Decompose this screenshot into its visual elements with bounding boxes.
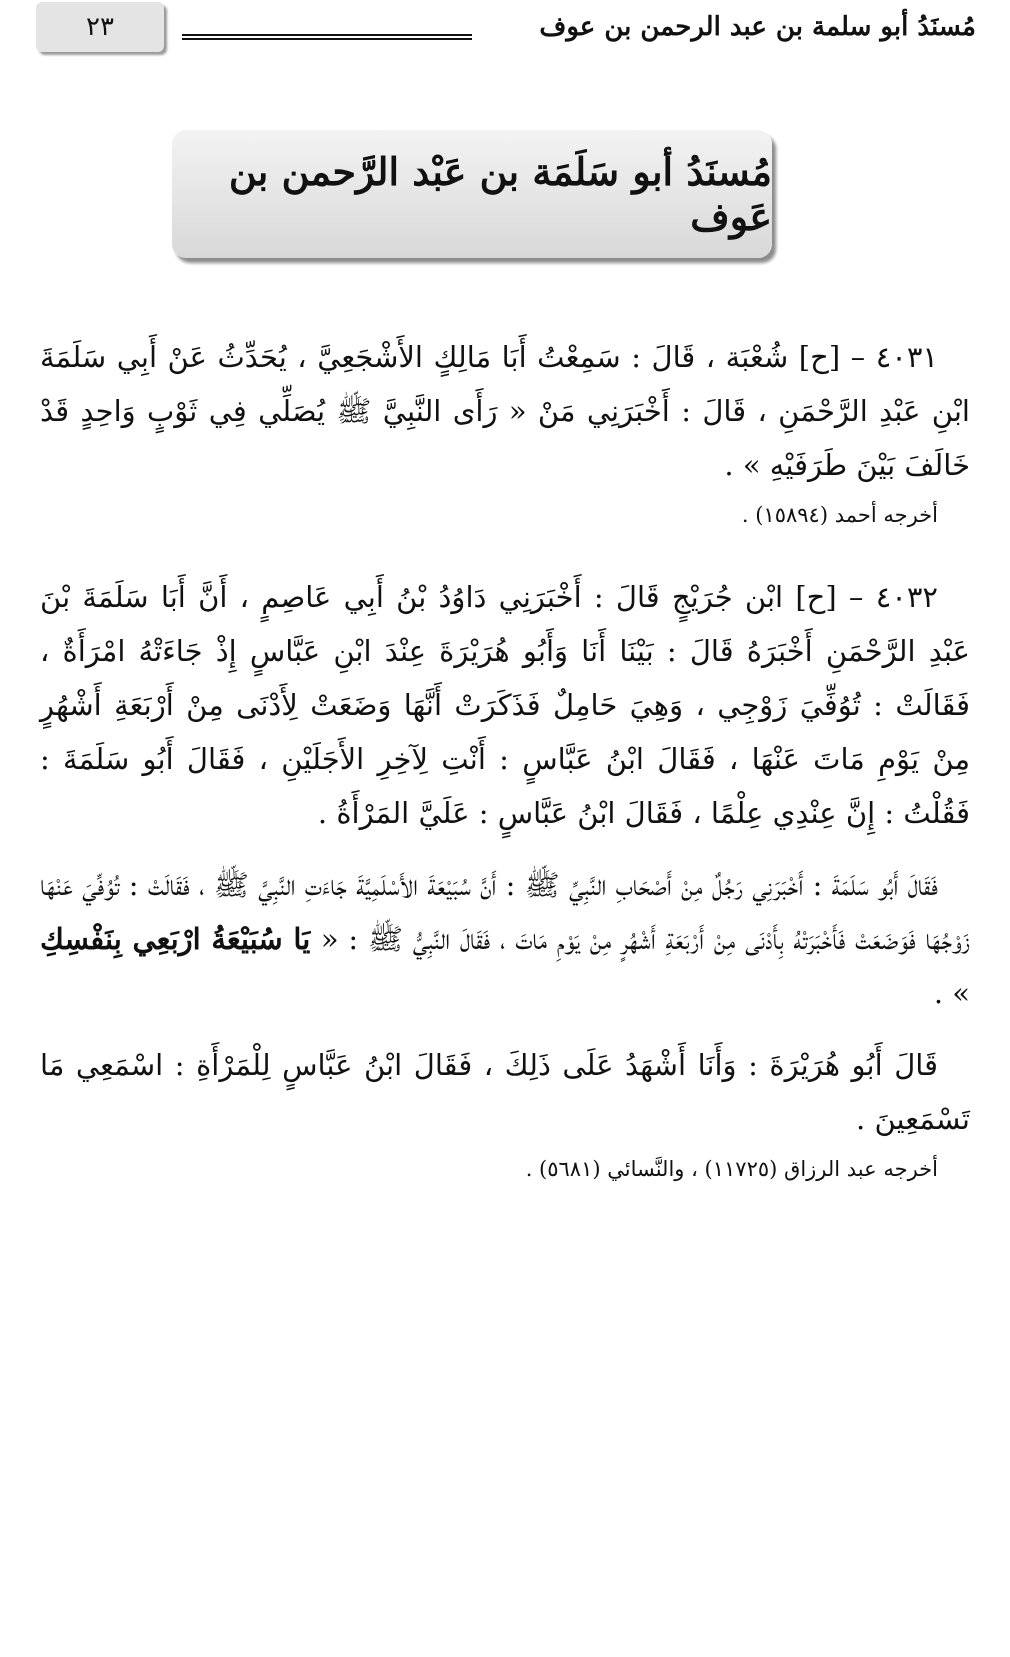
chapter-title-box <box>172 130 772 258</box>
header-double-rule <box>182 34 472 40</box>
running-header <box>36 0 976 64</box>
running-title: مُسنَدُ أبو سلمة بن عبد الرحمن بن عوف <box>539 12 976 42</box>
hadith-4031-text: ٤٠٣١ – [ح] شُعْبَة ، قَالَ : سَمِعْتُ أَبَا مَالِكٍ الأَشْجَعِيَّ ، يُحَدِّثُ عَنْ أَبِي سَلَمَةَ ابْنِ عَبْدِ الرَّحْمَنِ ، قَالَ : أَخْبَرَنِي مَنْ « رَأَى النَّبِيَّ ﷺ يُصَلِّي فِي ثَوْبٍ وَاحِدٍ قَدْ خَالَفَ بَيْنَ طَرَفَيْهِ » . <box>40 340 970 482</box>
hadith-4032-paragraph-3: قَالَ أَبُو هُرَيْرَةَ : وَأَنَا أَشْهَدُ عَلَى ذَلِكَ ، فَقَالَ ابْنُ عَبَّاسٍ لِلْمَرْأَةِ : اسْمَعِي مَا تَسْمَعِينَ . <box>40 1048 970 1136</box>
prophet-quote: يَا سُبَيْعَةُ ارْبَعِي بِنَفْسِكِ <box>40 922 321 956</box>
page-number: ٢٣ <box>36 2 164 52</box>
chapter-title: مُسنَدُ أبو سَلَمَة بن عَبْد الرَّحمن بن عَوف <box>228 149 772 239</box>
spacer <box>40 530 970 570</box>
hadith-4031-footnote: أخرجه أحمد (١٥٨٩٤) . <box>741 503 938 527</box>
hadith-4032-text: ٤٠٣٢ – [ح] ابْن جُرَيْجٍ قَالَ : أَخْبَرَنِي دَاوُدُ بْنُ أَبِي عَاصِمٍ ، أَنَّ أَبَا سَلَمَةَ بْنَ عَبْدِ الرَّحْمَنِ أَخْبَرَهُ قَالَ : بَيْنَا أَنَا وَأَبُو هُرَيْرَةَ عِنْدَ ابْنِ عَبَّاسٍ إِذْ جَاءَتْهُ امْرَأَةٌ ، فَقَالَتْ : تُوُفِّيَ زَوْجِي ، وَهِيَ حَامِلٌ فَذَكَرَتْ أَنَّهَا وَضَعَتْ لِأَدْنَى مِنْ أَرْبَعَةِ أَشْهُرٍ مِنْ يَوْمِ مَاتَ عَنْهَا ، فَقَالَ ابْنُ عَبَّاسٍ : أَنْتِ لِآخِرِ الأَجَلَيْنِ ، فَقَالَ أَبُو سَلَمَةَ : فَقُلْتُ : إِنَّ عِنْدِي عِلْمًا ، فَقَالَ ابْنُ عَبَّاسٍ : عَلَيَّ المَرْأَةُ . <box>40 580 970 830</box>
main-text <box>40 330 970 1184</box>
paragraph-2-text: فَقَالَ أَبُو سَلَمَةَ : أَخْبَرَنِي رَجُلٌ مِنْ أَصْحَابِ النَّبِيِّ ﷺ : أَنَّ سُبَيْعَةَ الأَسْلَمِيَّةَ جَاءَتِ النَّبِيَّ ﷺ ، فَقَالَتْ : تُوُفِّيَ عَنْهَا زَوْجُهَا فَوَضَعَتْ فَأَخْبَرَتْهُ بِأَدْنَى مِنْ أَرْبَعَةِ أَشْهُرٍ مِنْ يَوْمِ مَاتَ ، فَقَالَ النَّبِيُّ ﷺ : « <box>40 868 970 956</box>
hadith-4032-footnote: أخرجه عبد الرزاق (١١٧٢٥) ، والنَّسائي (٥٦٨١) . <box>525 1157 938 1181</box>
hadith-4032-paragraph-2 <box>40 858 970 1020</box>
paragraph-2-end: » . <box>933 976 970 1010</box>
